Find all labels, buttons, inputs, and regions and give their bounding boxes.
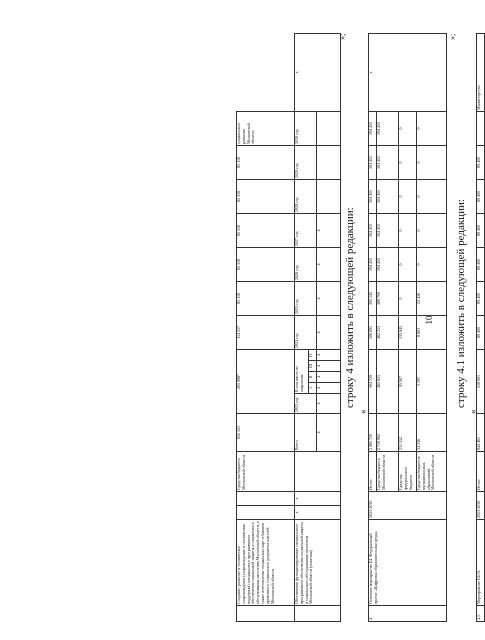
sub-header-2029: 2029 год xyxy=(295,145,317,179)
count-2026: 4 xyxy=(317,247,341,281)
sub-header-2028: 2028 год xyxy=(295,179,317,213)
open-quote-1: « xyxy=(358,409,368,414)
count-q3: 4 xyxy=(317,361,341,372)
row4-2023-1: 465 625 xyxy=(377,350,399,414)
closing-quote-mark-2: »; xyxy=(448,33,457,40)
row41-2029: 89 400 xyxy=(477,146,485,180)
prior-table xyxy=(236,33,341,622)
row4-source-0: Итого: xyxy=(369,452,377,492)
row41-2026: 89 400 xyxy=(477,248,485,282)
row4-name: Основное мероприятие Е4. Федеральный проект «Цифровая образовательная среда» xyxy=(369,520,447,606)
prior-x1: х xyxy=(295,506,341,520)
heading-row-4: строку 4 изложить в следующей редакции: xyxy=(344,207,356,408)
prior-val-2029: 85 318 xyxy=(237,145,295,179)
quarter-4: IV xyxy=(309,349,317,360)
row41-2024: 89 400 xyxy=(477,316,485,350)
row41-source: Итого: xyxy=(477,452,485,492)
row4-num: 4 xyxy=(369,606,447,622)
row4-2027-2: 0 xyxy=(399,214,417,248)
count-q2: 4 xyxy=(317,372,341,383)
row4-2027-1: 304 455 xyxy=(377,214,399,248)
quarter-1: I xyxy=(309,383,317,394)
row41-total: 844 461 xyxy=(477,414,485,452)
row4-2024-1: 462 253 xyxy=(377,316,399,350)
row4-2028-3: 0 xyxy=(417,180,447,214)
closing-quote-mark-1: »; xyxy=(338,33,347,40)
row41-executor: Министерство xyxy=(477,34,485,112)
table-row xyxy=(477,34,485,622)
row4-2025-3: 22 436 xyxy=(417,282,447,316)
prior-x3: х xyxy=(295,33,341,111)
row4-2028-2: 0 xyxy=(399,180,417,214)
row4-2026-1: 304 455 xyxy=(377,248,399,282)
quarter-2: II xyxy=(309,372,317,383)
open-quote-2: « xyxy=(468,409,478,414)
row4-2027-0: 304 455 xyxy=(369,214,377,248)
row-4-table xyxy=(368,33,447,622)
row4-total-1: 2 719 962 xyxy=(377,414,399,452)
row4-total-2: 231 552 xyxy=(399,414,417,452)
row4-2030-3: 0 xyxy=(417,112,447,146)
prior-val-2028: 85 318 xyxy=(237,179,295,213)
prior-val-2026: 85 318 xyxy=(237,247,295,281)
row4-2028-0: 304 455 xyxy=(369,180,377,214)
row4-2029-2: 0 xyxy=(399,146,417,180)
row4-2028-1: 304 455 xyxy=(377,180,399,214)
row4-2024-2: 135 645 xyxy=(399,316,417,350)
count-2027: 4 xyxy=(317,213,341,247)
row4-2029-3: 0 xyxy=(417,146,447,180)
row4-2024-0: 506 691 xyxy=(369,316,377,350)
row4-2025-0: 392 145 xyxy=(369,282,377,316)
count-2023: 4 xyxy=(317,394,341,414)
row41-2028: 89 400 xyxy=(477,180,485,214)
prior-2024: 114 217 xyxy=(237,315,295,349)
count-2025: 4 xyxy=(317,281,341,315)
row41-period: 2023-2030 xyxy=(477,492,485,520)
sub-header-2027: 2027 год xyxy=(295,213,317,247)
prior-title-cell: Создание, развитие и техническое сопровождение (сопровождение и техническая поддержка) специального программного обеспечения социальной защиты и социального обслуживания населения Московской области, а также изготовление социальных карт и бланков временного социального документа жителей Московской области xyxy=(237,520,295,606)
page-number: 10 xyxy=(424,315,434,325)
row4-2025-2: 0 xyxy=(399,282,417,316)
prior-executor: социального развития Московской области xyxy=(237,111,295,145)
prior-cont-cell: Обеспечение функционирования специального программного обеспечения социальной защиты и социального обслуживания населения Московской области (оплатная) xyxy=(295,520,341,606)
row4-2026-0: 304 455 xyxy=(369,248,377,282)
row4-2027-3: 0 xyxy=(417,214,447,248)
heading-row-4-1: строку 4.1 изложить в следующей редакции: xyxy=(455,199,467,408)
row4-2030-0: 304 455 xyxy=(369,112,377,146)
prior-val-2027: 85 318 xyxy=(237,213,295,247)
row41-2027: 89 400 xyxy=(477,214,485,248)
row4-2023-2: 95 907 xyxy=(399,350,417,414)
row4-2026-2: 0 xyxy=(399,248,417,282)
row4-2030-2: 0 xyxy=(399,112,417,146)
row-4-1-table xyxy=(476,33,485,622)
row4-2023-0: 564 729 xyxy=(369,350,377,414)
row4-2023-3: 3 197 xyxy=(417,350,447,414)
sub-header-2030: 2030 год xyxy=(295,111,317,145)
sub-header-2026: 2026 год xyxy=(295,247,317,281)
row4-total-0: 2 985 750 xyxy=(369,414,377,452)
row4-2029-0: 304 455 xyxy=(369,146,377,180)
row4-source-3: Средства бюджетов муниципальных образований Московской области xyxy=(417,452,447,492)
prior-x2: х xyxy=(295,492,341,506)
quarter-3: III xyxy=(309,361,317,372)
row4-source-1: Средства бюджета Московской области xyxy=(377,452,399,492)
sub-header-quarters: В том числе по кварталам xyxy=(295,349,309,393)
row4-2029-1: 304 455 xyxy=(377,146,399,180)
count-q4: 4 xyxy=(317,349,341,360)
row4-source-2: Средства федерального бюджета xyxy=(399,452,417,492)
sub-header-2025: 2025 год xyxy=(295,281,317,315)
sub-header-total: Всего xyxy=(295,414,317,452)
count-2024: 4 xyxy=(317,315,341,349)
prior-total: 832 121 xyxy=(237,414,295,452)
row4-2030-1: 304 455 xyxy=(377,112,399,146)
row4-2025-1: 369 709 xyxy=(377,282,399,316)
row41-2023: 218 601 xyxy=(477,350,485,414)
prior-source-cell: Средства бюджета Московской области xyxy=(237,452,295,492)
prior-2023: 205 998* xyxy=(237,349,295,413)
count-q1: 4 xyxy=(317,383,341,394)
row41-name: Мероприятие Е4.01. xyxy=(477,520,485,606)
count-total: 4 xyxy=(317,414,341,452)
row41-num: 4.1. xyxy=(477,606,485,622)
row41-2025: 89 400 xyxy=(477,282,485,316)
row4-2024-3: 8 603 xyxy=(417,316,447,350)
row4-total-3: 34 236 xyxy=(417,414,447,452)
sub-header-2023: 2023 год xyxy=(295,394,317,414)
sub-header-2024: 2024 год xyxy=(295,315,317,349)
row4-2026-3: 0 xyxy=(417,248,447,282)
prior-val-2025: 85 318 xyxy=(237,281,295,315)
row4-executor: х xyxy=(369,34,447,112)
row4-period: 2023-2030 xyxy=(369,492,447,520)
